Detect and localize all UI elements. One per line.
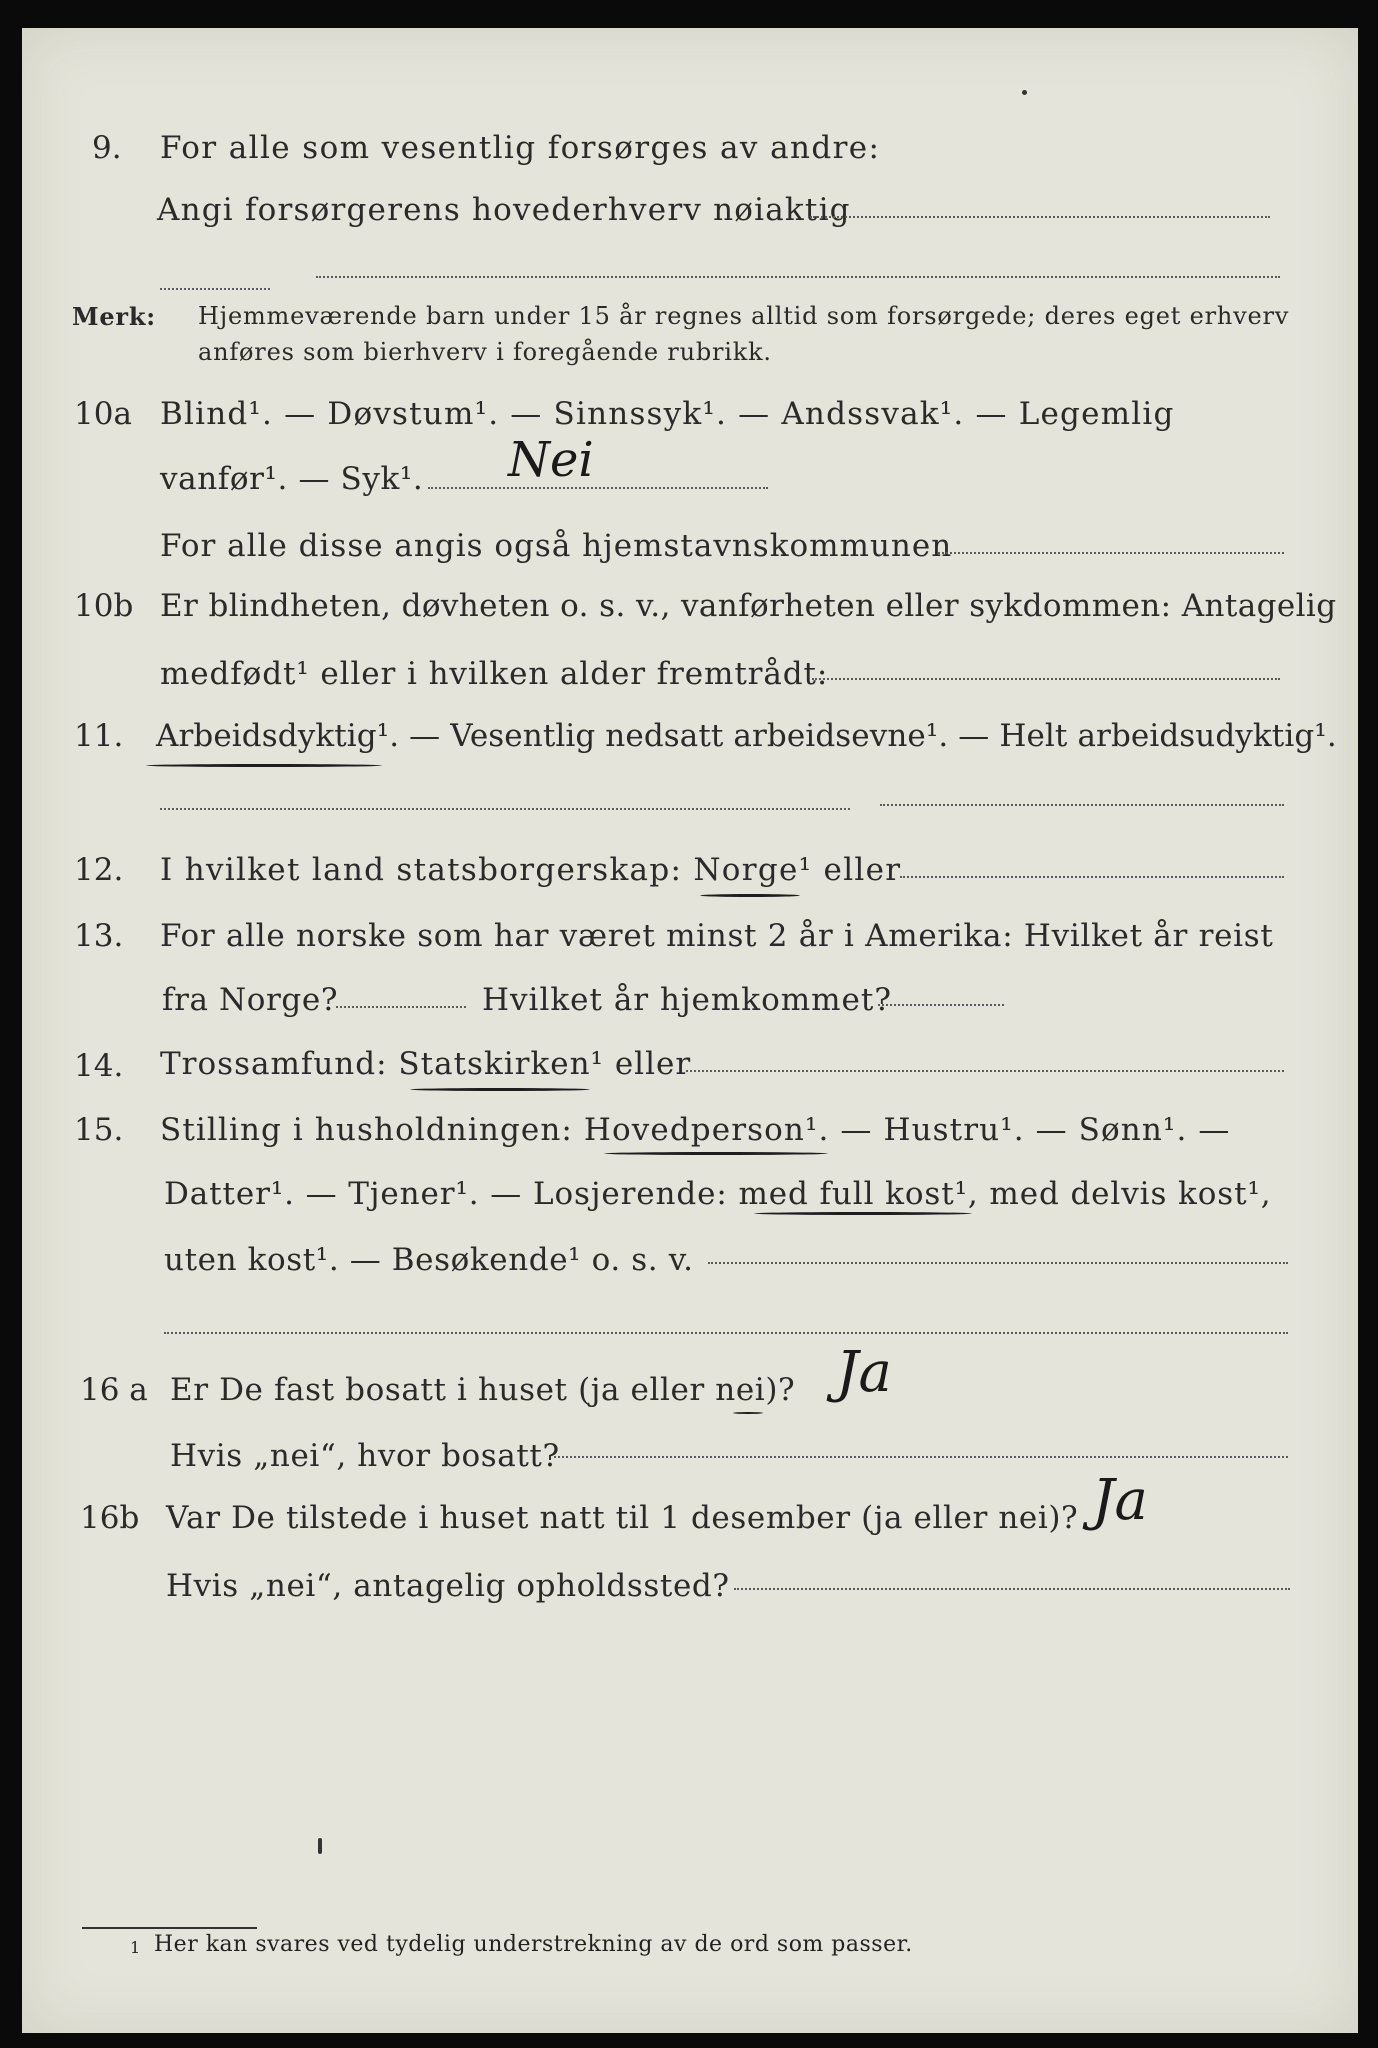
- q13-number: 13.: [74, 918, 124, 954]
- q11-answer-line-b: [880, 804, 1284, 806]
- q14-answer-line: [686, 1070, 1284, 1072]
- q15-answer-line: [708, 1262, 1288, 1264]
- q9-answer-line-2a: [160, 288, 270, 290]
- footnote-rule: [82, 1927, 257, 1929]
- q15-underline-full-kost: [754, 1212, 972, 1215]
- q12-underline-norge: [700, 894, 800, 897]
- q14-underline-statskirken: [410, 1088, 590, 1091]
- q10a-line3: For alle disse angis også hjemstavnskommunen: [160, 528, 953, 564]
- q16a-underline-nei: [733, 1412, 763, 1414]
- q10a-number: 10a: [74, 396, 132, 432]
- q15-underline-hovedperson: [604, 1152, 828, 1155]
- merk-line2: anføres som bierhverv i foregående rubrikk.: [198, 338, 772, 366]
- q9-number: 9.: [92, 130, 122, 166]
- q12-line1: I hvilket land statsborgerskap: Norge¹ eller: [160, 852, 902, 888]
- ink-mark: [318, 1838, 322, 1854]
- footnote-text: Her kan svares ved tydelig understrekning av de ord som passer.: [154, 1932, 913, 1957]
- q16a-line2: Hvis „nei“, hvor bosatt?: [170, 1438, 560, 1474]
- q13-line1: For alle norske som har været minst 2 år i Amerika: Hvilket år reist: [160, 918, 1274, 954]
- q13-line2a: fra Norge?: [162, 982, 339, 1018]
- q9-line1: For alle som vesentlig forsørges av andre:: [160, 130, 881, 166]
- q16a-answer-line: [554, 1456, 1288, 1458]
- q13-line2b: Hvilket år hjemkommet?: [482, 982, 892, 1018]
- ink-speck: [1022, 90, 1027, 95]
- q16b-line1: Var De tilstede i huset natt til 1 desember (ja eller nei)?: [166, 1500, 1079, 1536]
- q16a-number: 16 a: [80, 1372, 148, 1408]
- q12-answer-line: [900, 876, 1284, 878]
- q10a-answer-line: [428, 487, 768, 489]
- merk-line1: Hjemmeværende barn under 15 år regnes alltid som forsørgede; deres eget erhverv: [198, 302, 1290, 330]
- q10b-line2: medfødt¹ eller i hvilken alder fremtrådt:: [160, 656, 829, 692]
- q10b-answer-line: [812, 678, 1280, 680]
- q15-line2: Datter¹. — Tjener¹. — Losjerende: med full kost¹, med delvis kost¹,: [164, 1176, 1272, 1212]
- q15-answer-line-2: [164, 1332, 1288, 1334]
- q13-reist-line: [336, 1006, 466, 1008]
- merk-label: Merk:: [72, 302, 156, 331]
- q16b-handwritten-answer: Ja: [1092, 1468, 1148, 1533]
- q14-line1: Trossamfund: Statskirken¹ eller: [160, 1046, 692, 1082]
- q11-underline-arbeidsdyktig: [146, 764, 382, 767]
- q11-number: 11.: [74, 718, 124, 754]
- q16a-handwritten-answer: Ja: [836, 1340, 892, 1405]
- q10a-line2: vanfør¹. — Syk¹.: [160, 461, 424, 497]
- footnote-mark: 1: [130, 1938, 141, 1957]
- q10a-line1: Blind¹. — Døvstum¹. — Sinnssyk¹. — Andssvak¹. — Legemlig: [160, 396, 1175, 432]
- q13-hjemkommet-line: [878, 1004, 1004, 1006]
- q14-number: 14.: [74, 1048, 124, 1084]
- q9-answer-line: [810, 216, 1270, 218]
- q16b-number: 16b: [80, 1500, 140, 1536]
- q10b-line1: Er blindheten, døvheten o. s. v., vanførheten eller sykdommen: Antagelig: [160, 588, 1337, 624]
- q12-number: 12.: [74, 852, 124, 888]
- q15-number: 15.: [74, 1112, 124, 1148]
- q9-answer-line-2b: [316, 276, 1280, 278]
- q16a-line1: Er De fast bosatt i huset (ja eller nei)?: [170, 1372, 796, 1408]
- q9-line2: Angi forsørgerens hovederhverv nøiaktig: [157, 192, 851, 228]
- q10a-handwritten-answer: Nei: [508, 432, 594, 488]
- q16b-answer-line: [734, 1588, 1290, 1590]
- q16b-line2: Hvis „nei“, antagelig opholdssted?: [166, 1568, 730, 1604]
- q15-line1: Stilling i husholdningen: Hovedperson¹. — Hustru¹. — Sønn¹. —: [160, 1112, 1231, 1148]
- q11-line1: Arbeidsdyktig¹. — Vesentlig nedsatt arbeidsevne¹. — Helt arbeidsudyktig¹.: [156, 718, 1337, 754]
- q11-answer-line-a: [160, 808, 850, 810]
- q15-line3: uten kost¹. — Besøkende¹ o. s. v.: [164, 1242, 694, 1278]
- q10b-number: 10b: [74, 588, 134, 624]
- q10a-hjemstavn-line: [938, 552, 1284, 554]
